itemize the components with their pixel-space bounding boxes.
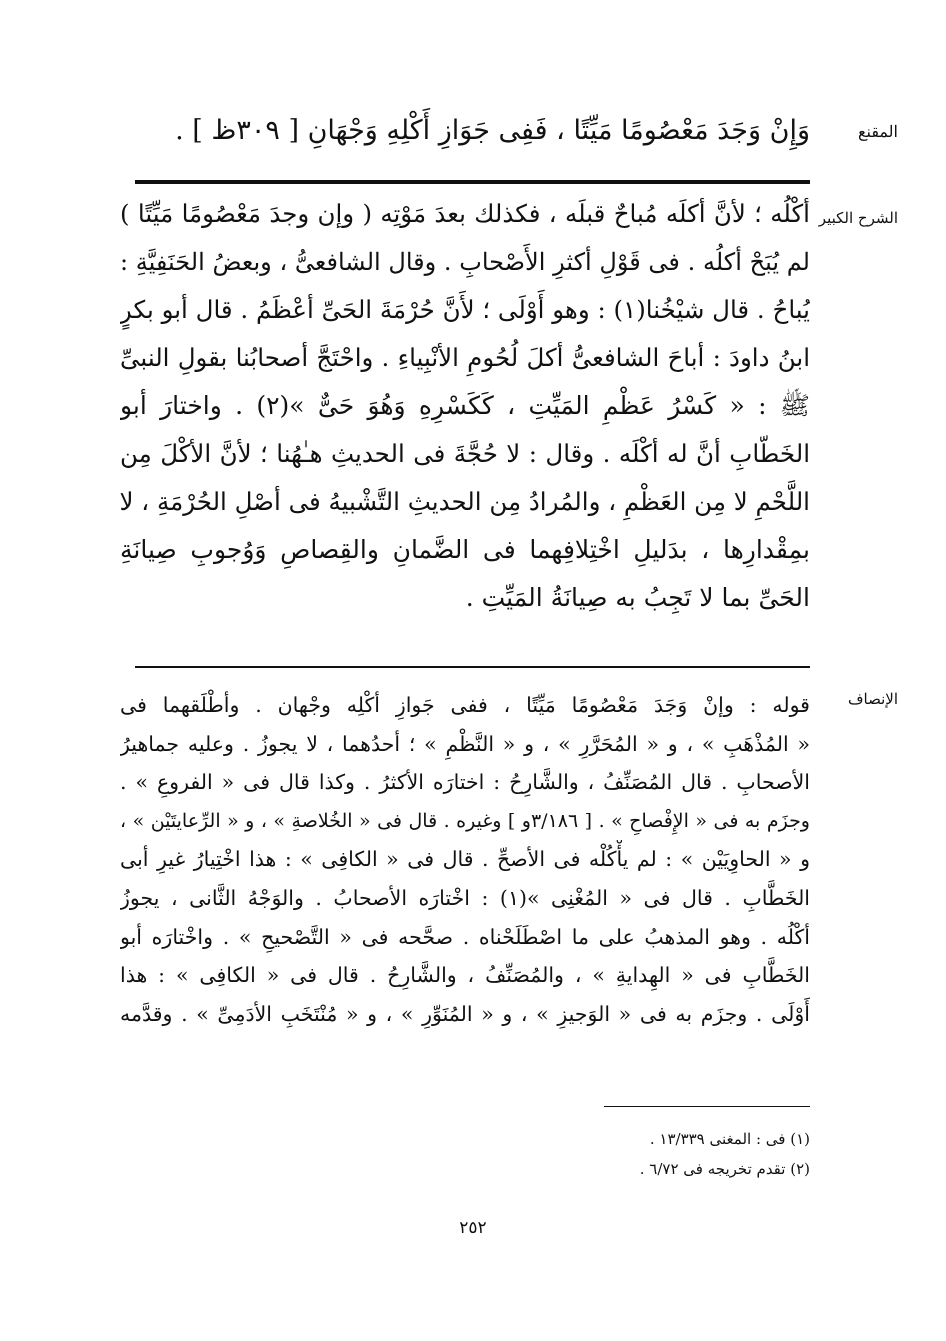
footnote: (٢) تقدم تخريجه فى ٦/٧٢ . — [639, 1160, 810, 1178]
insaf-line: أَوْلَى . وجزَم به فى « الوَجيزِ » ، و « المُنَوِّرِ » ، و « مُنْتَخَبِ الأدَمِىِّ » . وقدَّمه — [120, 1001, 810, 1026]
insaf-line: و « الحاوِيَيْن » : لم يأْكُلْه فى الأصحِّ . قال فى « الكافِى » : هذا اخْتِيارُ غيرِ أبى — [120, 847, 810, 872]
section-divider-thick — [135, 180, 810, 184]
insaf-line: الخَطَّابِ . قال فى « المُغْنِى »(١) : اخْتارَه الأصحابُ . والوَجْهُ الثَّانى ، يجوزُ — [120, 885, 810, 910]
sharh-line: ﷺ : « كَسْرُ عَظْمِ المَيِّتِ ، كَكَسْرِهِ وَهُوَ حَىٌّ »(٢) . واختارَ أبو — [120, 391, 810, 420]
insaf-line: « المُذْهَبِ » ، و « المُحَرَّرِ » ، و « النَّظْمِ » ؛ أحدُهما ، لا يجوزُ . وعليه جماهيرُ — [120, 731, 810, 756]
footnotes — [310, 1124, 810, 1184]
insaf-line: الخَطَّابِ فى « الهِدايةِ » ، والمُصَنِّفُ ، والشَّارِحُ . قال فى « الكافِى » : هذا — [120, 963, 810, 988]
insaf-text — [120, 686, 810, 1086]
sharh-line: اللَّحْمِ لا مِن العَظْمِ ، والمُرادُ مِن الحديثِ التَّشْبيهُ فى أصْلِ الحُرْمَةِ ، لا — [120, 487, 810, 516]
insaf-line: قوله : وإنْ وَجَدَ مَعْصُومًا مَيِّتًا ، ففى جَوازِ أكْلِه وجْهان . وأطْلَقهما فى — [120, 693, 810, 717]
sharh-text — [120, 190, 810, 660]
insaf-line: أكْلُه . وهو المذهبُ على ما اصْطَلَحْناه . صحَّحه فى « التَّصْحيحِ » . واخْتارَه أبو — [120, 924, 810, 949]
insaf-line: الأصحابِ . قال المُصَنِّفُ ، والشَّارِحُ : اختارَه الأكثرُ . وكذا قال فى « الفروعِ » . — [120, 770, 810, 795]
section-label-insaf: الإنصاف — [847, 690, 898, 708]
sharh-line: بمِقْدارِها ، بدَليلِ اخْتِلافِهما فى الضَّمانِ والقِصاصِ وَوُجوبِ صِيانَةِ — [120, 535, 810, 564]
muqni-line: وَإِنْ وَجَدَ مَعْصُومًا مَيِّتًا ، فَفِى جَوَازِ أَكْلِهِ وَجْهَانِ [ ٣٠٩ظ ] . — [175, 115, 810, 146]
muqni-text — [120, 106, 810, 156]
footnote-separator — [604, 1106, 810, 1107]
section-divider-thin — [135, 666, 810, 668]
page-number: ٢٥٢ — [459, 1218, 487, 1238]
section-label-muqni: المقنع — [857, 122, 898, 141]
sharh-line: يُباحُ . قال شيْخُنا(١) : وهو أَوْلَى ؛ لأَنَّ حُرْمَةَ الحَىِّ أعْظَمُ . قال أبو بكرٍ — [120, 295, 810, 324]
sharh-line: ابنُ داودَ : أباحَ الشافعىُّ أكلَ لُحُومِ الأنْبِياءِ . واحْتَجَّ أصحابُنا بقولِ النبىِّ — [120, 343, 810, 372]
sharh-line: لم يُبَحْ أكلُه . فى قَوْلِ أكثرِ الأَصْحابِ . وقال الشافعىُّ ، وبعضُ الحَنَفِيَّةِ : — [120, 248, 810, 276]
insaf-line: وجزَم به فى « الإِفْصاحِ » . [ ٣/١٨٦و ] وغيره . قال فى « الخُلاصةِ » ، و « الرِّعايتَيْن » ، — [120, 809, 810, 832]
sharh-line: الحَىِّ بما لا تَجِبُ به صِيانَةُ المَيِّتِ . — [465, 583, 810, 612]
sharh-line: الخَطّابِ أنَّ له أكْلَه . وقال : لا حُجَّةَ فى الحديثِ هـٰهُنا ؛ لأنَّ الأكْلَ مِن — [120, 439, 810, 468]
sharh-line: أكْلُه ؛ لأنَّ أكلَه مُباحٌ قبلَه ، فكذلك بعدَ مَوْتِه ( وإن وجدَ مَعْصُومًا مَيِّتًا ) — [120, 199, 810, 228]
footnote: (١) فى : المغنى ١٣/٣٣٩ . — [649, 1130, 810, 1148]
section-label-sharh: الشرح الكبير — [818, 209, 898, 227]
